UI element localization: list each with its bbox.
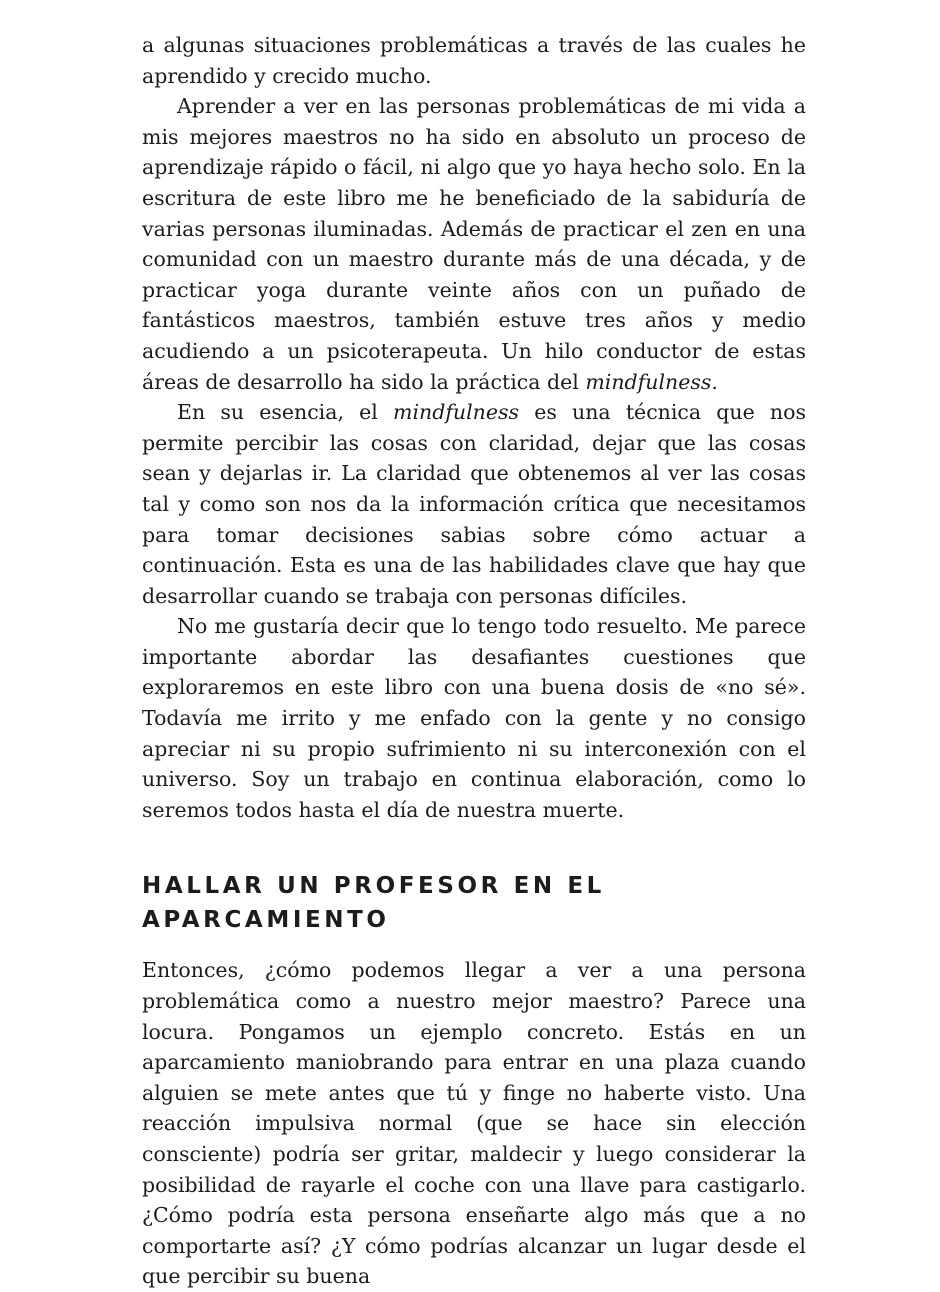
paragraph-teachers xyxy=(142,91,806,397)
text-run: Aprender a ver en las personas problemáticas de mi vida a mis mejores maestros no ha sido en absoluto un proceso de aprendizaje rápido o fácil, ni algo que yo haya hecho solo. En la escritura de este libro me he beneficiado de la sabiduría de varias personas iluminadas. Además de practicar el zen en una comunidad con un maestro durante más de una década, y de practicar yoga durante veinte años con un puñado de fantásticos maestros, también estuve tres años y medio acudiendo a un psicoterapeuta. Un hilo conductor de estas áreas de desarrollo ha sido la práctica del xyxy=(142,94,806,394)
italic-text: mindfulness. xyxy=(585,369,718,394)
paragraph-mindfulness xyxy=(142,397,806,611)
paragraph-not-knowing xyxy=(142,611,806,825)
text-run: es una técnica que nos permite percibir las cosas con claridad, dejar que las cosas sean y dejarlas ir. La claridad que obtenemos al ver las cosas tal y como son nos da la información crítica que necesitamos para tomar decisiones sabias sobre cómo actuar a continuación. Esta es una de las habilidades clave que hay que desarrollar cuando se trabaja con personas difíciles. xyxy=(142,400,806,608)
italic-text: mindfulness xyxy=(393,400,520,425)
text-run: No me gustaría decir que lo tengo todo resuelto. Me parece importante abordar las desafiantes cuestiones que exploraremos en este libro con una buena dosis de «no sé». Todavía me irrito y me enfado con la gente y no consigo apreciar ni su propio sufrimiento ni su interconexión con el universo. Soy un trabajo en continua elaboración, como lo seremos todos hasta el día de nuestra muerte. xyxy=(142,614,806,822)
body-text-after-heading xyxy=(142,955,806,1292)
text-run: a algunas situaciones problemáticas a través de las cuales he aprendido y crecido mucho. xyxy=(142,33,806,88)
paragraph-parking-lot xyxy=(142,955,806,1292)
text-run: Entonces, ¿cómo podemos llegar a ver a una persona problemática como a nuestro mejor maestro? Parece una locura. Pongamos un ejemplo concreto. Estás en un aparcamiento maniobrando para entrar en una plaza cuando alguien se mete antes que tú y finge no haberte visto. Una reacción impulsiva normal (que se hace sin elección consciente) podría ser gritar, maldecir y luego considerar la posibilidad de rayarle el coche con una llave para castigarlo. ¿Cómo podría esta persona enseñarte algo más que a no comportarte así? ¿Y cómo podrías alcanzar un lugar desde el que percibir su buena xyxy=(142,958,806,1289)
text-run: En su esencia, el xyxy=(177,400,393,425)
book-page xyxy=(142,30,806,1292)
body-text-before-heading xyxy=(142,30,806,825)
section-heading: HALLAR UN PROFESOR EN EL APARCAMIENTO xyxy=(142,873,605,934)
paragraph-continuation xyxy=(142,30,806,91)
